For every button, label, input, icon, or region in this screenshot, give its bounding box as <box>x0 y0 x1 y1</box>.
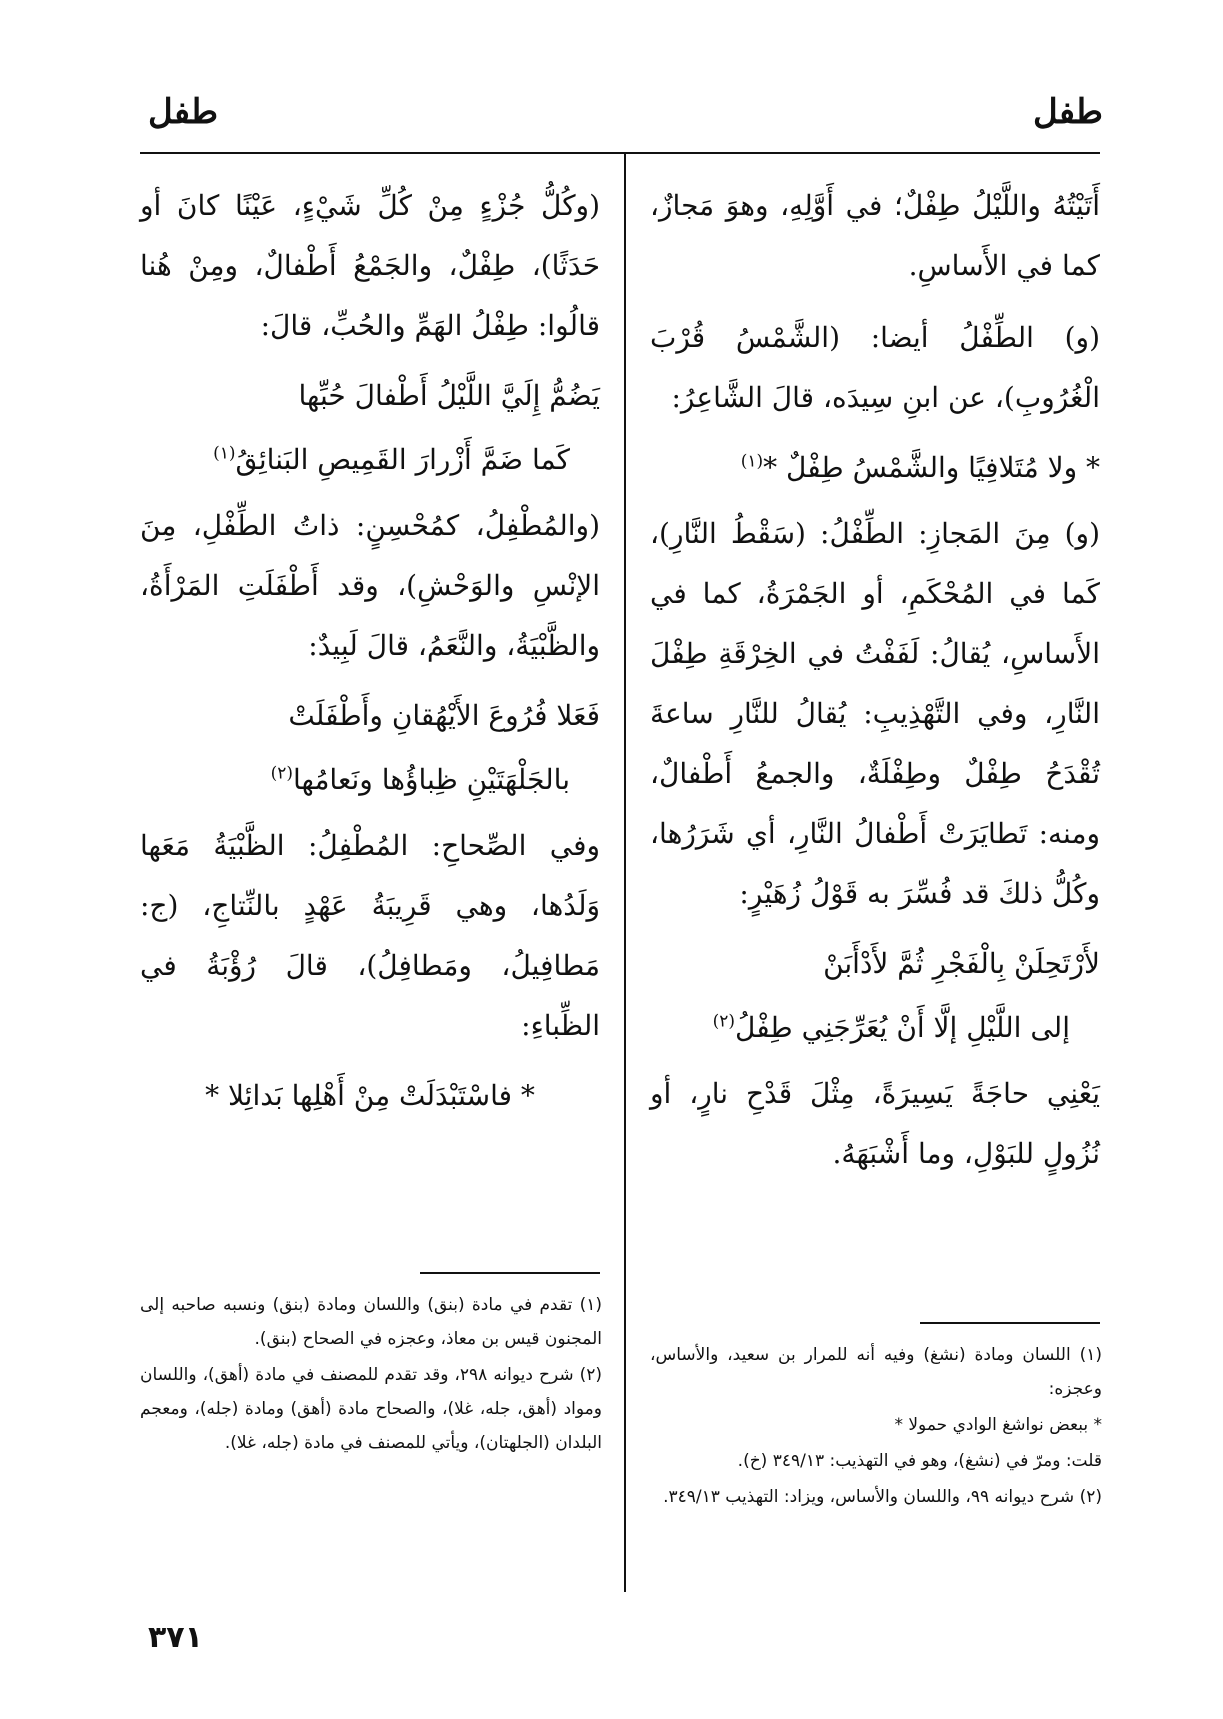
verse-line <box>140 752 600 808</box>
paragraph-text: (و) الطِّفْلُ أيضا: (الشَّمْسُ قُرْبَ الْغُرُوبِ)، عن ابنِ سِيدَه، قالَ الشَّاعِرُ: <box>650 321 1100 414</box>
paragraph <box>650 504 1100 924</box>
right-column <box>650 176 1100 1196</box>
paragraph <box>650 308 1100 428</box>
footnote: قلت: ومرّ في (نشغ)، وهو في التهذيب: ٣٤٩/١٣ (خ). <box>737 1451 1102 1471</box>
footnote: (٢) شرح ديوانه ٢٩٨، وقد تقدم للمصنف في مادة (أهق)، واللسان ومواد (أهق، جله، غلا)، والصحاح مادة (أهق) ومادة (جله)، ومعجم البلدان (الجلهتان)، ويأتي للمصنف في مادة (جله، غلا). <box>140 1365 602 1453</box>
verse-line <box>140 368 600 424</box>
footnotes-left <box>140 1288 602 1462</box>
paragraph <box>140 816 600 1056</box>
paragraph-text: (و) مِنَ المَجازِ: الطِّفْلُ: (سَقْطُ النَّارِ)، كَما في المُحْكَمِ، أو الجَمْرَةُ، كما في الأَساسِ، يُقالُ: لَفَفْتُ في الخِرْقَةِ طِفْلَ النَّارِ، وفي التَّهْذِيبِ: يُقالُ للنَّارِ ساعةَ تُقْدَحُ طِفْلٌ وطِفْلَةٌ، والجمعُ أَطْفالٌ، ومنه: تَطايَرَتْ أَطْفالُ النَّارِ، أي شَرَرُها، وكُلُّ ذلكَ قد فُسِّرَ به قَوْلُ زُهَيْرٍ: <box>650 517 1100 910</box>
footnote: (٢) شرح ديوانه ٩٩، واللسان والأساس، ويزاد: التهذيب ٣٤٩/١٣. <box>663 1487 1102 1507</box>
footnote: (١) اللسان ومادة (نشغ) وفيه أنه للمرار بن سعيد، والأساس، وعجزه: <box>650 1345 1102 1399</box>
verse-text: يَضُمُّ إِلَيَّ اللَّيْلُ أَطْفالَ حُبِّها <box>298 379 600 412</box>
verse-text: بالجَلْهَتَيْنِ ظِباؤُها ونَعامُها <box>293 763 570 796</box>
verse-text: كَما ضَمَّ أَزْرارَ القَمِيصِ البَنائِقُ <box>235 443 570 476</box>
verse-line <box>650 440 1100 496</box>
footnote-marker: (٢) <box>712 1011 736 1032</box>
verse-line <box>140 688 600 744</box>
verse-line <box>140 432 600 488</box>
paragraph-text: (والمُطْفِلُ، كمُحْسِنٍ: ذاتُ الطِّفْلِ، مِنَ الإنْسِ والوَحْشِ)، وقد أَطْفَلَتِ المَرْأَةُ، والظَّبْيَةُ، والنَّعَمُ، قالَ لَبِيدٌ: <box>140 509 600 662</box>
verse-text: فَعَلا فُرُوعَ الأَيْهُقانِ وأَطْفَلَتْ <box>288 699 600 732</box>
footnote-marker: (١) <box>740 451 764 472</box>
header-rule <box>140 152 1100 154</box>
paragraph-text: وفي الصِّحاحِ: المُطْفِلُ: الظَّبْيَةُ مَعَها وَلَدُها، وهي قَرِيبَةُ عَهْدٍ بالنِّتاجِ، (ج: مَطافِيلُ، ومَطافِلُ)، قالَ رُؤْبَةُ في الظِّباءِ: <box>140 829 600 1042</box>
verse-text: لأَرْتَحِلَنْ بِالْفَجْرِ ثُمَّ لأَدْأَبَنْ <box>823 947 1100 980</box>
paragraph-text: أَتَيْتُهُ واللَّيْلُ طِفْلٌ؛ في أَوَّلِهِ، وهوَ مَجازٌ، كما في الأَساسِ. <box>650 189 1100 282</box>
verse-text: * فاسْتَبْدَلَتْ مِنْ أَهْلِها بَدائِلا * <box>205 1079 535 1112</box>
paragraph <box>140 496 600 676</box>
paragraph <box>140 176 600 356</box>
footnote: * ببعض نواشغ الوادي حمولا * <box>894 1415 1102 1435</box>
paragraph <box>650 1064 1100 1184</box>
paragraph <box>650 176 1100 296</box>
footnote-marker: (٢) <box>270 763 293 784</box>
footnotes-right <box>650 1338 1102 1516</box>
page-number: ٣٧١ <box>148 1620 203 1655</box>
footnote-marker: (١) <box>213 443 236 464</box>
running-header-right: طفل <box>1032 92 1103 132</box>
running-header-left: طفل <box>148 92 219 132</box>
footnote: (١) تقدم في مادة (بنق) واللسان ومادة (بنق) ونسبه صاحبه إلى المجنون قيس بن معاذ، وعجزه في الصحاح (بنق). <box>140 1295 602 1349</box>
verse-line <box>650 1000 1100 1056</box>
footnote-rule-right <box>920 1322 1100 1324</box>
paragraph-text: يَعْنِي حاجَةً يَسِيرَةً، مِثْلَ قَدْحِ نارٍ، أو نُزُولٍ للبَوْلِ، وما أَشْبَهَهُ. <box>650 1077 1100 1170</box>
column-divider <box>624 152 626 1592</box>
paragraph-text: (وكُلُّ جُزْءٍ مِنْ كُلِّ شَيْءٍ، عَيْنًا كانَ أو حَدَثًا)، طِفْلٌ، والجَمْعُ أَطْفالٌ، ومِنْ هُنا قالُوا: طِفْلُ الهَمِّ والحُبِّ، قالَ: <box>140 189 600 342</box>
verse-text: * ولا مُتَلافِيًا والشَّمْسُ طِفْلٌ * <box>763 451 1100 484</box>
left-column <box>140 176 600 1132</box>
verse-text: إلى اللَّيْلِ إلَّا أَنْ يُعَرِّجَنِي طِفْلُ <box>735 1011 1070 1044</box>
verse-line <box>140 1068 600 1124</box>
footnote-rule-left <box>420 1272 600 1274</box>
verse-line <box>650 936 1100 992</box>
